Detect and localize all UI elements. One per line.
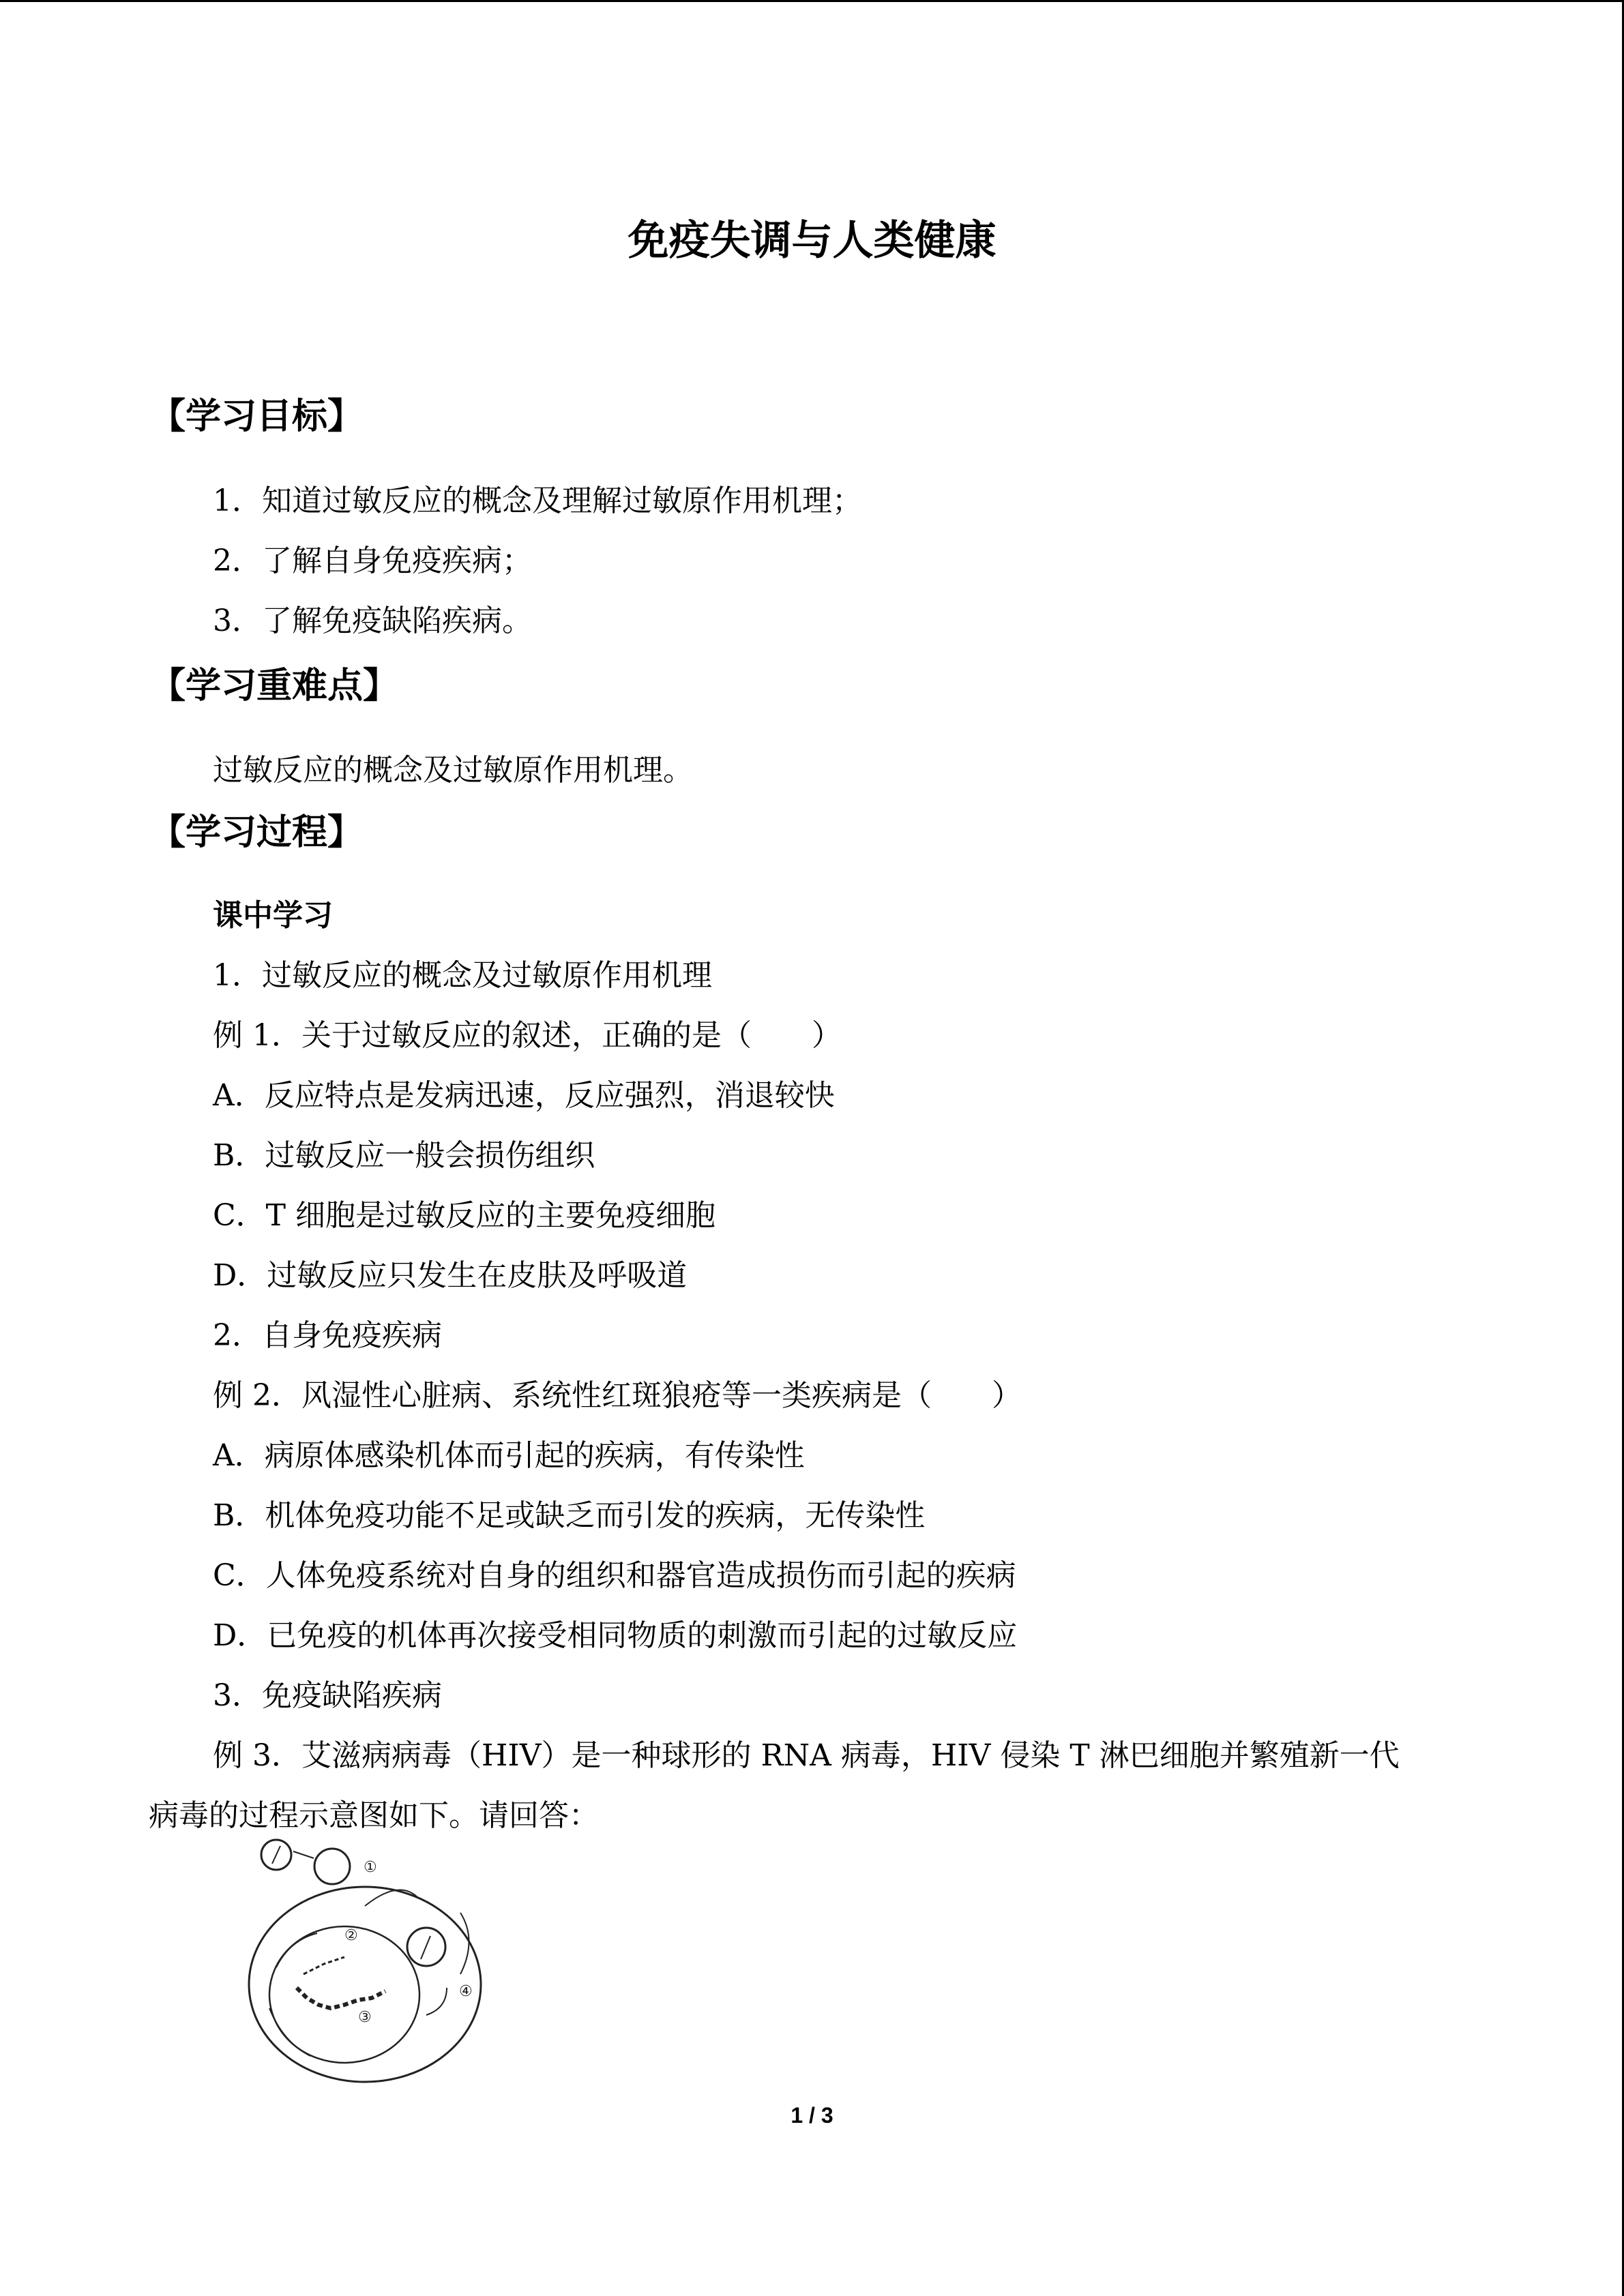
class-study-label: 课中学习 bbox=[213, 898, 333, 933]
rna-strand bbox=[304, 1957, 344, 1974]
example-2-option-c: C．人体免疫系统对自身的组织和器官造成损伤而引起的疾病 bbox=[213, 1558, 1016, 1593]
process-heading: 【学习过程】 bbox=[150, 812, 364, 853]
example-3-line-1: 例 3．艾滋病病毒（HIV）是一种球形的 RNA 病毒，HIV 侵染 T 淋巴细胞并繁殖新一代 bbox=[213, 1738, 1400, 1773]
er-curve bbox=[269, 2008, 310, 2056]
budding-arrow bbox=[460, 1913, 469, 1974]
example-2-option-d: D．已免疫的机体再次接受相同物质的刺激而引起的过敏反应 bbox=[213, 1618, 1018, 1653]
example-1-option-d: D．过敏反应只发生在皮肤及呼吸道 bbox=[213, 1258, 688, 1293]
diagram-label-2: ② bbox=[344, 1927, 358, 1944]
goal-item: 1．知道过敏反应的概念及理解过敏原作用机理； bbox=[213, 483, 862, 518]
topic-1: 1．过敏反应的概念及过敏原作用机理 bbox=[213, 958, 712, 993]
cell-membrane bbox=[249, 1887, 481, 2082]
focus-text: 过敏反应的概念及过敏原作用机理。 bbox=[213, 753, 693, 788]
release-arrow bbox=[365, 1890, 418, 1906]
er-curve bbox=[426, 1988, 447, 2015]
diagram-label-4: ④ bbox=[459, 1983, 473, 2000]
goals-heading: 【学习目标】 bbox=[150, 396, 364, 437]
example-2-option-a: A．病原体感染机体而引起的疾病，有传染性 bbox=[213, 1438, 805, 1473]
example-2-question: 例 2．风湿性心脏病、系统性红斑狼疮等一类疾病是（ ） bbox=[213, 1378, 1022, 1413]
example-1-option-b: B．过敏反应一般会损伤组织 bbox=[213, 1138, 595, 1173]
page-border-top bbox=[0, 0, 1624, 2]
document-title: 免疫失调与人类健康 bbox=[628, 217, 996, 265]
diagram-label-1: ① bbox=[364, 1859, 377, 1876]
goal-item: 2．了解自身免疫疾病； bbox=[213, 543, 532, 578]
infection-arrow bbox=[293, 1851, 314, 1858]
topic-3: 3．免疫缺陷疾病 bbox=[213, 1678, 442, 1713]
focus-heading: 【学习重难点】 bbox=[150, 666, 399, 706]
example-1-option-a: A．反应特点是发病迅速，反应强烈，消退较快 bbox=[213, 1078, 835, 1113]
diagram-label-3: ③ bbox=[358, 2009, 372, 2026]
page-number: 1 / 3 bbox=[791, 2103, 833, 2128]
goal-item: 3．了解免疫缺陷疾病。 bbox=[213, 603, 532, 638]
hiv-infection-diagram bbox=[242, 1838, 494, 2090]
virus-entering bbox=[314, 1849, 350, 1884]
dna-chain bbox=[297, 1988, 385, 2008]
example-2-option-b: B．机体免疫功能不足或缺乏而引发的疾病，无传染性 bbox=[213, 1498, 926, 1533]
er-curve bbox=[276, 1933, 317, 1967]
example-1-question: 例 1．关于过敏反应的叙述，正确的是（ ） bbox=[213, 1018, 842, 1053]
example-3-line-2: 病毒的过程示意图如下。请回答： bbox=[149, 1798, 599, 1833]
topic-2: 2．自身免疫疾病 bbox=[213, 1318, 442, 1353]
example-1-option-c: C．T 细胞是过敏反应的主要免疫细胞 bbox=[213, 1198, 715, 1233]
